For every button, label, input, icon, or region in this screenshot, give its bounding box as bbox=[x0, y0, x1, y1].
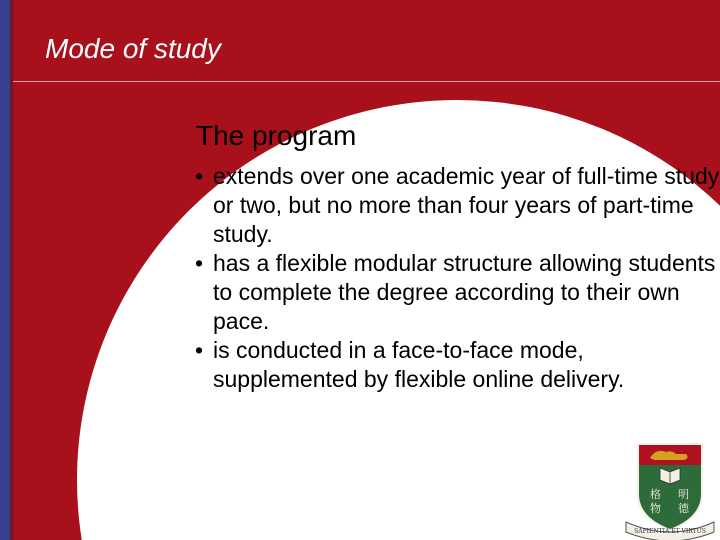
crest-character: 格 bbox=[650, 488, 661, 501]
crest-motto: SAPIENTIA ET VIRTUS bbox=[634, 528, 706, 535]
slide-title: Mode of study bbox=[45, 33, 221, 64]
bullet-text: has a flexible modular structure allowing students to complete the degree according to their own pace. bbox=[213, 250, 716, 334]
bullet-text: is conducted in a face-to-face mode, supplemented by flexible online delivery. bbox=[213, 337, 625, 392]
bullet-item-structure bbox=[188, 249, 720, 336]
bullet-marker: • bbox=[194, 163, 204, 189]
crest-character: 物 bbox=[650, 502, 661, 515]
bullet-text: extends over one academic year of full-time study or two, but no more than four years of part-time study. bbox=[213, 163, 720, 247]
left-accent-bar bbox=[0, 0, 10, 540]
bullet-item-delivery bbox=[188, 336, 720, 394]
bullet-marker: • bbox=[194, 337, 204, 363]
crest-character: 德 bbox=[678, 502, 689, 515]
bullet-marker: • bbox=[194, 250, 204, 276]
section-heading: The program bbox=[196, 120, 357, 151]
university-crest-icon bbox=[620, 442, 720, 540]
bullet-item-duration bbox=[188, 162, 720, 249]
title-divider bbox=[13, 81, 720, 82]
crest-character: 明 bbox=[678, 488, 689, 501]
bullet-list bbox=[188, 162, 720, 394]
